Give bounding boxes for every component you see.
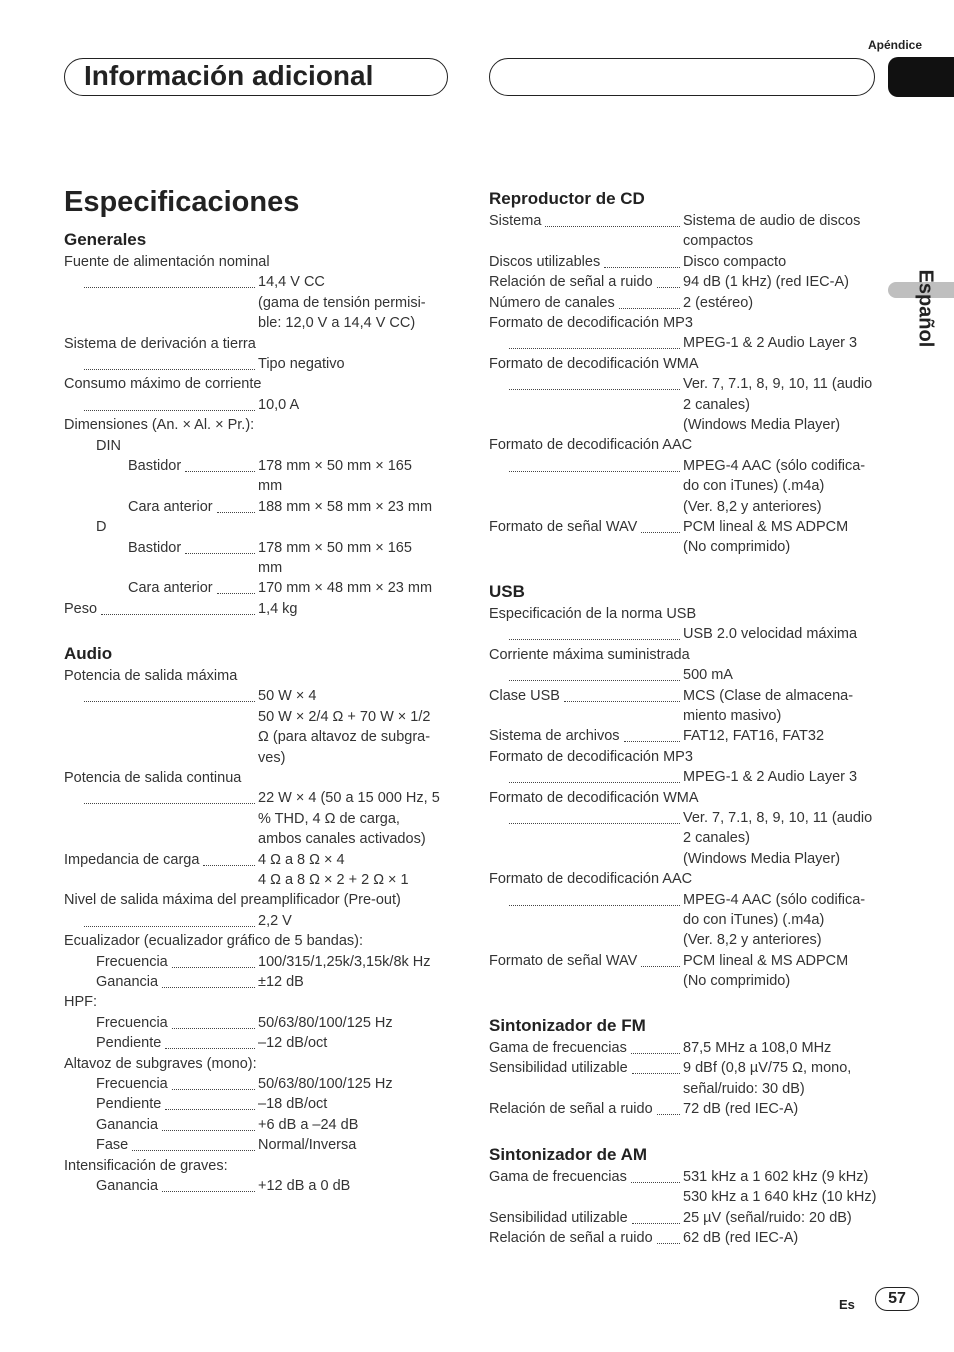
spec-row xyxy=(0,1013,954,1033)
appendix-label: Apéndice xyxy=(868,38,923,52)
spec-row xyxy=(0,1079,954,1099)
spec-row xyxy=(0,354,954,374)
dot-leader xyxy=(604,252,680,268)
spec-label: Clase USB xyxy=(489,687,560,704)
spec-value: 2 canales) xyxy=(683,830,750,847)
dot-leader xyxy=(509,808,680,824)
spec-value: Sistema de audio de discos xyxy=(683,213,861,229)
spec-value: ves) xyxy=(258,749,286,766)
spec-label: Cara anterior xyxy=(128,498,213,515)
spec-row xyxy=(0,767,954,787)
spec-value: 94 dB (1 kHz) (red IEC-A) xyxy=(683,274,849,291)
spec-row xyxy=(0,686,954,706)
spec-value: 50 W × 4 xyxy=(258,688,317,705)
spec-value: ambos canales activados) xyxy=(258,831,426,848)
footer-language: Es xyxy=(839,1297,855,1312)
spec-value: do con iTunes) (.m4a) xyxy=(683,478,825,495)
dot-leader xyxy=(641,951,680,967)
spec-value: USB 2.0 velocidad máxima xyxy=(683,626,858,643)
spec-value: (No comprimido) xyxy=(683,973,791,990)
spec-row xyxy=(0,828,954,848)
spec-row xyxy=(0,726,954,746)
spec-value: MPEG-1 & 2 Audio Layer 3 xyxy=(683,769,858,786)
spec-value: Ver. 7, 7.1, 8, 9, 10, 11 (audio xyxy=(683,376,873,393)
spec-value: compactos xyxy=(683,233,754,250)
spec-value: Ver. 7, 7.1, 8, 9, 10, 11 (audio xyxy=(683,810,873,826)
spec-label: Número de canales xyxy=(489,294,615,311)
spec-value: –12 dB/oct xyxy=(258,1035,328,1052)
spec-label: Relación de señal a ruido xyxy=(489,1230,653,1247)
spec-row xyxy=(0,1228,954,1248)
spec-row xyxy=(0,1208,954,1228)
dot-leader xyxy=(632,1058,680,1074)
spec-label: Altavoz de subgraves (mono): xyxy=(64,1055,257,1072)
spec-value: mm xyxy=(258,560,283,576)
spec-value: –18 dB/oct xyxy=(258,1096,328,1113)
spec-row xyxy=(0,252,954,272)
spec-label: Consumo máximo de corriente xyxy=(64,376,262,393)
spec-value: MPEG-1 & 2 Audio Layer 3 xyxy=(683,335,858,352)
spec-label: HPF: xyxy=(64,994,98,1011)
spec-row xyxy=(0,456,954,476)
dot-leader xyxy=(217,578,255,594)
spec-value: 50/63/80/100/125 Hz xyxy=(258,1076,393,1092)
spec-row xyxy=(0,971,954,991)
dot-leader xyxy=(641,517,680,533)
spec-value: % THD, 4 Ω de carga, xyxy=(258,810,400,827)
dot-leader xyxy=(631,1038,680,1054)
banner-title: Información adicional xyxy=(84,60,374,91)
spec-value: 9 dBf (0,8 µV/75 Ω, mono, xyxy=(683,1060,852,1077)
spec-label: Ganancia xyxy=(96,974,159,990)
spec-value: miento masivo) xyxy=(683,708,782,724)
spec-row xyxy=(0,869,954,889)
spec-row xyxy=(0,808,954,828)
spec-value: 178 mm × 50 mm × 165 xyxy=(258,539,412,556)
spec-value: 2,2 V xyxy=(258,912,292,929)
spec-label: Formato de señal WAV xyxy=(489,952,638,969)
dot-leader xyxy=(632,1208,680,1224)
spec-label: Sensibilidad utilizable xyxy=(489,1209,628,1226)
spec-row xyxy=(0,604,954,624)
dot-leader xyxy=(624,726,680,742)
spec-label: Formato de decodificación MP3 xyxy=(489,315,693,331)
spec-value: 1,4 kg xyxy=(258,600,298,617)
dot-leader xyxy=(657,1228,680,1244)
spec-label: Sensibilidad utilizable xyxy=(489,1060,628,1077)
spec-value: +6 dB a –24 dB xyxy=(258,1116,359,1133)
spec-label: Relación de señal a ruido xyxy=(489,274,653,291)
spec-row xyxy=(0,497,954,517)
spec-value: 2 (estéreo) xyxy=(683,294,754,311)
spec-label: Formato de decodificación WMA xyxy=(489,789,699,806)
spec-row xyxy=(0,435,954,455)
spec-value: (Windows Media Player) xyxy=(683,850,841,867)
spec-label: Intensificación de graves: xyxy=(64,1157,228,1174)
spec-value: MPEG-4 AAC (sólo codifica- xyxy=(683,891,866,908)
spec-label: Discos utilizables xyxy=(489,253,601,270)
spec-label: Ganancia xyxy=(96,1178,159,1194)
spec-value: 530 kHz a 1 640 kHz (10 kHz) xyxy=(683,1189,877,1206)
spec-value: 62 dB (red IEC-A) xyxy=(683,1230,799,1247)
spec-label: Pendiente xyxy=(96,1096,162,1113)
spec-value: PCM lineal & MS ADPCM xyxy=(683,519,849,535)
spec-row xyxy=(0,849,954,869)
spec-row xyxy=(0,930,954,950)
spec-row xyxy=(0,476,954,496)
spec-label: Bastidor xyxy=(128,458,182,474)
spec-value: (Ver. 8,2 y anteriores) xyxy=(683,932,822,949)
spec-label: Gama de frecuencias xyxy=(489,1169,627,1185)
spec-label: Sistema de archivos xyxy=(489,728,620,745)
spec-value: 87,5 MHz a 108,0 MHz xyxy=(683,1040,832,1056)
spec-row xyxy=(0,788,954,808)
section-heading: Generales xyxy=(64,230,147,249)
spec-label: D xyxy=(96,519,107,536)
page-title: Especificaciones xyxy=(64,186,300,218)
dot-leader xyxy=(631,1167,680,1183)
spec-label: Relación de señal a ruido xyxy=(489,1101,653,1118)
spec-row xyxy=(0,517,954,537)
spec-row xyxy=(0,992,954,1012)
page-number: 57 xyxy=(875,1287,919,1311)
spec-row xyxy=(0,1038,954,1058)
banner-right-frame xyxy=(489,58,875,96)
spec-value: ble: 12,0 V a 14,4 V CC) xyxy=(258,315,416,332)
spec-label: Frecuencia xyxy=(96,1014,168,1031)
spec-value: 100/315/1,25k/3,15k/8k Hz xyxy=(258,953,431,970)
spec-value: +12 dB a 0 dB xyxy=(258,1178,351,1194)
section-heading: Sintonizador de AM xyxy=(489,1145,648,1164)
section-heading: USB xyxy=(489,582,525,601)
spec-value: (No comprimido) xyxy=(683,539,791,556)
spec-row xyxy=(0,1167,954,1187)
spec-row xyxy=(0,333,954,353)
spec-label: Pendiente xyxy=(96,1035,162,1052)
spec-value: PCM lineal & MS ADPCM xyxy=(683,952,849,969)
spec-label: Formato de decodificación MP3 xyxy=(489,748,693,765)
spec-row xyxy=(0,890,954,910)
spec-row xyxy=(0,293,954,313)
spec-value: Disco compacto xyxy=(683,253,787,270)
dot-leader xyxy=(172,1013,255,1029)
spec-value: 22 W × 4 (50 a 15 000 Hz, 5 xyxy=(258,790,440,807)
spec-value: 10,0 A xyxy=(258,396,300,413)
spec-label: Dimensiones (An. × Al. × Pr.): xyxy=(64,417,255,434)
spec-label: Sistema de derivación a tierra xyxy=(64,335,256,352)
spec-row xyxy=(0,910,954,930)
spec-row xyxy=(0,1099,954,1119)
spec-value: FAT12, FAT16, FAT32 xyxy=(683,728,825,745)
spec-row xyxy=(0,1135,954,1155)
spec-value: 25 µV (señal/ruido: 20 dB) xyxy=(683,1209,852,1226)
spec-value: mm xyxy=(258,478,283,495)
section-heading: Reproductor de CD xyxy=(489,189,645,208)
spec-label: Potencia de salida continua xyxy=(64,770,242,786)
spec-value: Normal/Inversa xyxy=(258,1137,357,1154)
spec-label: Cara anterior xyxy=(128,580,213,597)
dot-leader xyxy=(509,767,680,783)
spec-value: (Ver. 8,2 y anteriores) xyxy=(683,498,822,515)
spec-value: do con iTunes) (.m4a) xyxy=(683,912,825,928)
spec-row xyxy=(0,415,954,435)
spec-row xyxy=(0,747,954,767)
spec-value: 50 W × 2/4 Ω + 70 W × 1/2 xyxy=(258,708,431,725)
dot-leader xyxy=(509,624,680,640)
spec-row xyxy=(0,645,954,665)
spec-value: 188 mm × 58 mm × 23 mm xyxy=(258,498,433,515)
spec-value: Ω (para altavoz de subgra- xyxy=(258,729,431,746)
spec-row xyxy=(0,374,954,394)
spec-value: (Windows Media Player) xyxy=(683,417,841,433)
spec-label: Formato de decodificación AAC xyxy=(489,871,693,888)
spec-value: 4 Ω a 8 Ω × 2 + 2 Ω × 1 xyxy=(258,872,409,888)
spec-label: Sistema xyxy=(489,213,542,229)
section-heading: Audio xyxy=(64,644,113,663)
spec-label: Especificación de la norma USB xyxy=(489,606,697,622)
section-heading: Sintonizador de FM xyxy=(489,1016,646,1035)
spec-label: DIN xyxy=(96,437,121,454)
spec-row xyxy=(0,395,954,415)
spec-row xyxy=(0,624,954,644)
spec-label: Bastidor xyxy=(128,539,182,556)
spec-value: ±12 dB xyxy=(258,974,304,990)
dot-leader xyxy=(657,272,680,288)
dot-leader xyxy=(132,1135,255,1151)
dot-leader xyxy=(509,333,680,349)
spec-label: Impedancia de carga xyxy=(64,851,200,868)
spec-value: MPEG-4 AAC (sólo codifica- xyxy=(683,457,866,474)
dot-leader xyxy=(619,293,680,309)
spec-label: Frecuencia xyxy=(96,953,168,970)
spec-label: Fuente de alimentación nominal xyxy=(64,254,270,270)
spec-label: Fase xyxy=(96,1137,129,1154)
spec-label: Potencia de salida máxima xyxy=(64,668,238,684)
spec-row xyxy=(0,1058,954,1078)
spec-label: Frecuencia xyxy=(96,1076,168,1092)
spec-label: Ecualizador (ecualizador gráfico de 5 bandas): xyxy=(64,933,364,950)
spec-row xyxy=(0,211,954,231)
spec-label: Gama de frecuencias xyxy=(489,1040,627,1056)
spec-value: MCS (Clase de almacena- xyxy=(683,687,854,704)
dot-leader xyxy=(509,890,680,906)
spec-value: 2 canales) xyxy=(683,396,750,413)
black-section-tab xyxy=(888,57,954,97)
spec-row xyxy=(0,951,954,971)
spec-row xyxy=(0,706,954,726)
spec-row xyxy=(0,313,954,333)
spec-value: 531 kHz a 1 602 kHz (9 kHz) xyxy=(683,1169,869,1185)
spec-value: señal/ruido: 30 dB) xyxy=(683,1080,805,1097)
spec-label: Nivel de salida máxima del preamplificador (Pre-out) xyxy=(64,892,401,909)
spec-row xyxy=(0,272,954,292)
spec-label: Formato de decodificación AAC xyxy=(489,437,693,454)
spec-value: Tipo negativo xyxy=(258,356,345,372)
spec-value: (gama de tensión permisi- xyxy=(258,294,426,311)
spec-label: Corriente máxima suministrada xyxy=(489,646,690,663)
language-tab-label: Español xyxy=(914,269,937,348)
spec-value: 72 dB (red IEC-A) xyxy=(683,1101,799,1118)
spec-value: 178 mm × 50 mm × 165 xyxy=(258,458,412,474)
dot-leader xyxy=(545,211,680,227)
dot-leader xyxy=(509,456,680,472)
spec-label: Formato de señal WAV xyxy=(489,519,638,535)
spec-row xyxy=(0,665,954,685)
spec-label: Formato de decodificación WMA xyxy=(489,355,699,372)
spec-value: 500 mA xyxy=(683,667,733,684)
spec-row xyxy=(0,558,954,578)
dot-leader xyxy=(509,374,680,390)
spec-value: 50/63/80/100/125 Hz xyxy=(258,1014,393,1031)
spec-label: Ganancia xyxy=(96,1116,159,1133)
spec-row xyxy=(0,1187,954,1207)
spec-row xyxy=(0,578,954,598)
spec-value: 170 mm × 48 mm × 23 mm xyxy=(258,580,433,597)
dot-leader xyxy=(564,686,680,702)
spec-value: 14,4 V CC xyxy=(258,274,325,291)
spec-value: 4 Ω a 8 Ω × 4 xyxy=(258,851,345,868)
dot-leader xyxy=(657,1099,680,1115)
spec-row xyxy=(0,231,954,251)
dot-leader xyxy=(509,665,680,681)
spec-label: Peso xyxy=(64,600,98,617)
spec-row xyxy=(0,537,954,557)
